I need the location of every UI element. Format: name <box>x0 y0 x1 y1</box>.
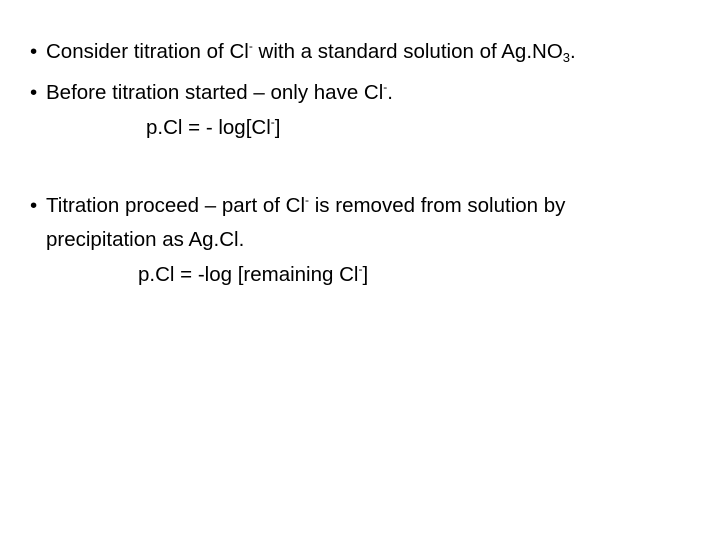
superscript: - <box>270 115 275 129</box>
bullet-text: Before titration started – only have Cl <box>46 81 384 104</box>
bullet-text: . <box>387 81 393 104</box>
formula-pcl-remaining <box>138 263 368 287</box>
superscript: - <box>305 193 310 207</box>
formula-text: p.Cl = -log [remaining Cl <box>138 263 359 286</box>
superscript: - <box>248 39 253 53</box>
formula-text: ] <box>274 116 281 139</box>
bullet-text: Titration proceed – part of Cl <box>46 194 306 217</box>
superscript: - <box>383 80 388 94</box>
subscript: 3 <box>562 50 570 65</box>
formula-pcl-initial <box>146 116 280 140</box>
formula-text: p.Cl = - log[Cl <box>146 116 271 139</box>
bullet-text: with a standard solution of Ag.NO <box>252 40 563 63</box>
bullet-glyph: • <box>30 81 38 104</box>
bullet-titration-proceed <box>30 194 565 218</box>
formula-text: ] <box>362 263 369 286</box>
bullet-text: precipitation as Ag.Cl. <box>46 228 245 251</box>
bullet-before-titration <box>30 81 393 105</box>
bullet-text: Consider titration of Cl <box>46 40 249 63</box>
bullet-titration-proceed-continuation <box>46 228 244 252</box>
bullet-glyph: • <box>30 40 38 63</box>
bullet-glyph: • <box>30 194 38 217</box>
bullet-text: . <box>570 40 576 63</box>
bullet-consider-titration <box>30 40 576 64</box>
superscript: - <box>358 262 363 276</box>
bullet-text: is removed from solution by <box>309 194 566 217</box>
